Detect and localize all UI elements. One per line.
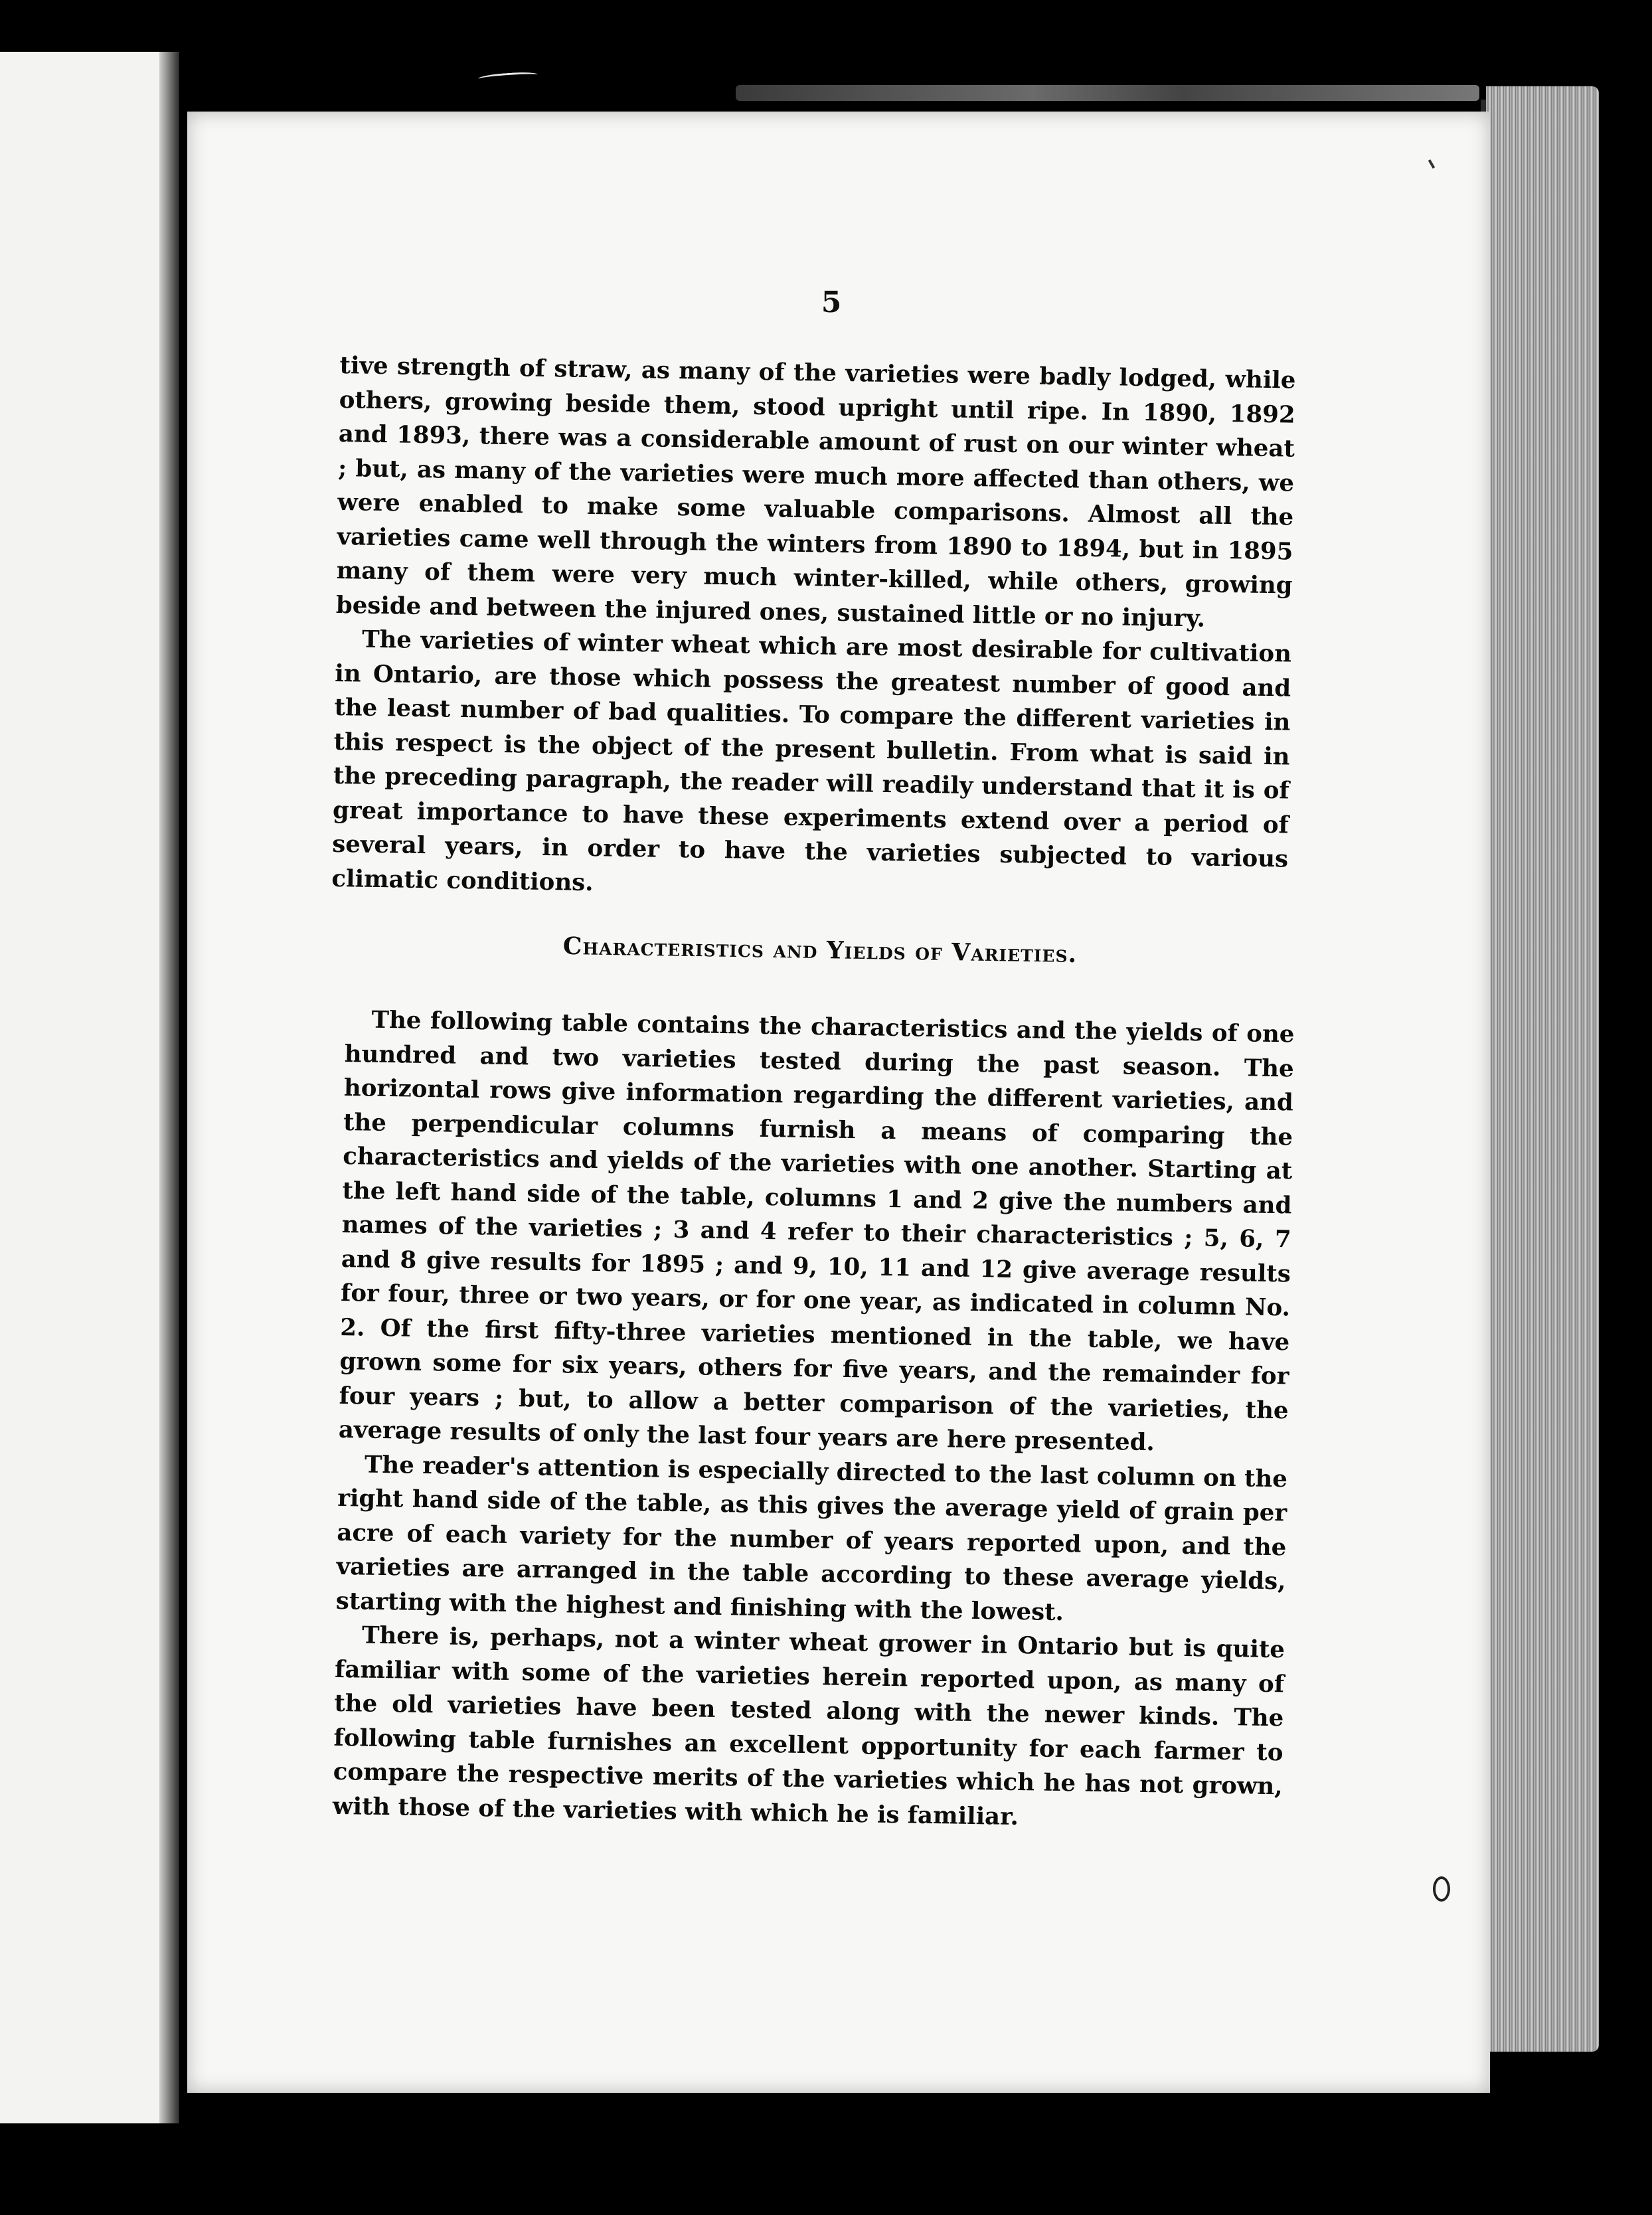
paragraph: The following table contains the characteristics and the yields of one hundred and two varieties tested during the past season. The horizontal rows give information regarding the different varieties, and the perpendicular columns furnish a means of comparing the characteristics and yields of the varieties with one another. Starting at the left hand side of the table, columns 1 and 2 give the numbers and names of the varieties ; 3 and 4 refer to their characteristics ; 5, 6, 7 and 8 give results for 1895 ; and 9, 10, 11 and 12 give average results for four, three or two years, or for one year, as indicated in column No. 2. Of the first fifty-three varieties mentioned in the table, we have grown some for six years, others for five years, and the remainder for four years ; but, to allow a better comparison of the varieties, the average results of only the last four years are here presented.: [338, 1006, 1295, 1457]
margin-mark: [1433, 1876, 1450, 1902]
book-top-edge: [736, 85, 1479, 101]
paragraph: There is, perhaps, not a winter wheat grower in Ontario but is quite familiar with some of the varieties herein reported upon, as many of the old varieties have been tested along with the newer kinds. The following table furnishes an excellent opportunity for each farmer to compare the respective merits of the varieties which he has not grown, with those of the varieties with which he is familiar.: [332, 1621, 1285, 1831]
paragraph: The reader's attention is especially directed to the last column on the right hand side of the table, as this gives the average yield of grain per acre of each variety for the number of years reported upon, and the varieties are arranged in the table according to these average yields, starting with the highest and finishing with the lowest.: [335, 1451, 1288, 1626]
text-block-main: [333, 1003, 1295, 1838]
book-gutter: [159, 52, 179, 2123]
paragraph: tive strength of straw, as many of the varieties were badly lodged, while others, growing beside them, stood upright until ripe. In 1890, 1892 and 1893, there was a considerable amount of rust on our winter wheat ; but, as many of the varieties were much more affected than others, we were enabled to make some valuable comparisons. Almost all the varieties came well through the winters from 1890 to 1894, but in 1895 many of them were very much winter-killed, while others, growing beside and between the injured ones, sustained little or no injury.: [335, 351, 1296, 633]
section-heading: Characteristics and Yields of Varieties.: [562, 932, 1078, 969]
opposite-page-edge: [0, 52, 178, 2123]
page-stack-edges: [1486, 86, 1599, 2052]
text-block-intro: [331, 349, 1296, 911]
paragraph: The varieties of winter wheat which are most desirable for cultivation in Ontario, are those which possess the greatest number of good and the least number of bad qualities. To compare the different varieties in this respect is the object of the present bulletin. From what is said in the preceding paragraph, the reader will readily understand that it is of great importance to have these experiments extend over a period of several years, in order to have the varieties subjected to various climatic conditions.: [331, 625, 1292, 896]
page-number: 5: [821, 286, 842, 319]
binding-mark: [478, 71, 538, 82]
